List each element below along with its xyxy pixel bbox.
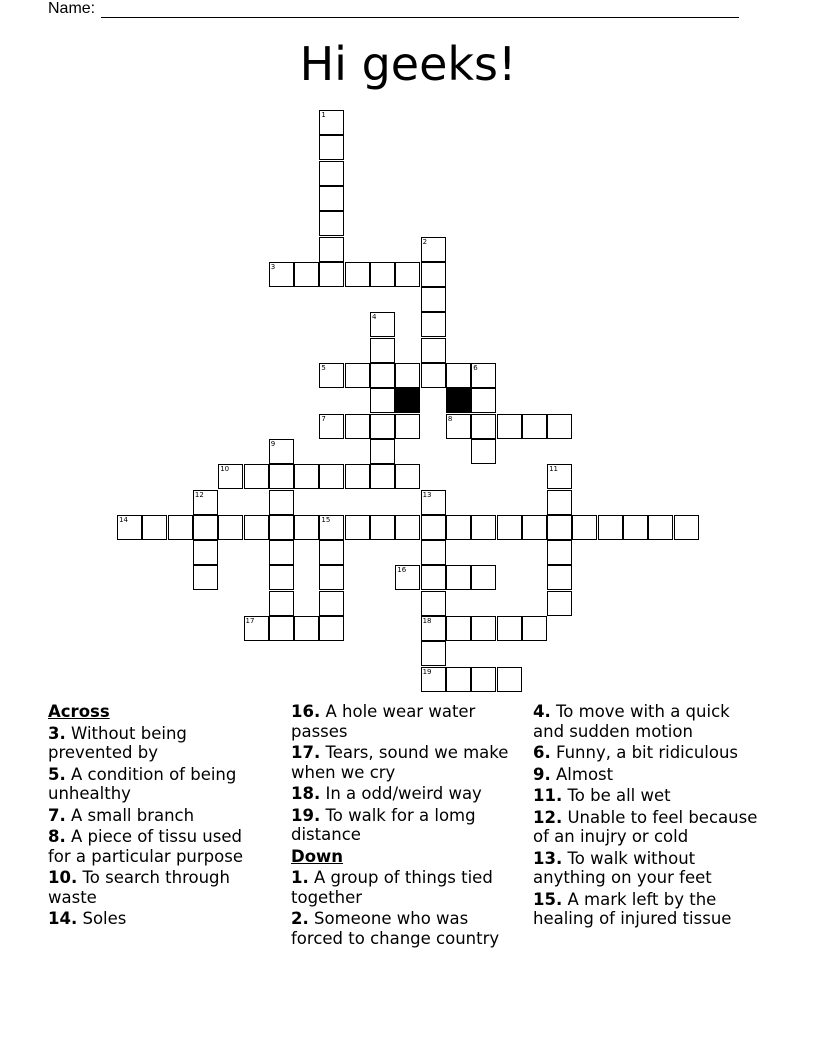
grid-cell[interactable] <box>446 414 471 439</box>
clue-number-label: 1 <box>321 111 326 119</box>
grid-cell[interactable] <box>522 515 547 540</box>
grid-cell[interactable] <box>319 464 344 489</box>
clue-number: 9. <box>533 764 551 784</box>
grid-cell[interactable] <box>497 414 522 439</box>
clue-number-label: 12 <box>194 490 204 499</box>
grid-cell[interactable] <box>598 515 623 540</box>
clue-down <box>533 702 763 741</box>
grid-cell[interactable] <box>294 515 319 540</box>
clue-number-label: 5 <box>321 364 326 372</box>
clue-across <box>48 909 268 929</box>
clue-number-label: 19 <box>422 667 432 676</box>
grid-cell[interactable] <box>319 363 344 388</box>
grid-cell[interactable] <box>471 439 496 464</box>
clue-number: 6. <box>533 743 551 762</box>
grid-cell[interactable] <box>421 237 446 262</box>
grid-cell[interactable] <box>345 414 370 439</box>
clue-number-label: 15 <box>321 515 331 524</box>
grid-cell[interactable] <box>395 515 420 540</box>
grid-cell[interactable] <box>269 515 294 540</box>
grid-cell[interactable] <box>269 490 294 515</box>
clue-across <box>48 806 268 826</box>
clue-text: A group of things tied together <box>291 868 493 907</box>
grid-cell[interactable] <box>522 414 547 439</box>
clue-text: To move with a quick and sudden motion <box>533 702 730 741</box>
grid-cell[interactable] <box>421 515 446 540</box>
grid-cell[interactable] <box>522 616 547 641</box>
name-label: Name: <box>48 0 96 17</box>
grid-cell[interactable] <box>269 616 294 641</box>
clue-number: 19. <box>291 805 321 825</box>
grid-cell[interactable] <box>446 667 471 692</box>
grid-cell[interactable] <box>319 135 344 160</box>
grid-cell[interactable] <box>345 515 370 540</box>
clue-number-label: 11 <box>549 465 559 474</box>
grid-cell[interactable] <box>421 262 446 287</box>
grid-cell[interactable] <box>294 464 319 489</box>
grid-cell[interactable] <box>421 616 446 641</box>
grid-cell[interactable] <box>497 616 522 641</box>
grid-cell[interactable] <box>244 515 269 540</box>
grid-cell[interactable] <box>218 464 243 489</box>
grid-cell[interactable] <box>345 363 370 388</box>
grid-cell[interactable] <box>319 616 344 641</box>
grid-cell[interactable] <box>269 439 294 464</box>
clue-across <box>48 765 268 804</box>
grid-cell[interactable] <box>370 363 395 388</box>
clue-across <box>48 868 268 907</box>
clue-number: 8. <box>48 827 66 846</box>
grid-cell[interactable] <box>471 565 496 590</box>
grid-cell[interactable] <box>446 565 471 590</box>
grid-cell[interactable] <box>319 414 344 439</box>
across-heading: Across <box>48 702 110 721</box>
clue-number-label: 17 <box>245 617 255 625</box>
grid-cell[interactable] <box>319 237 344 262</box>
clue-across <box>48 724 268 763</box>
grid-cell[interactable] <box>218 515 243 540</box>
grid-cell[interactable] <box>319 262 344 287</box>
clue-number: 3. <box>48 723 66 743</box>
grid-cell[interactable] <box>497 667 522 692</box>
grid-cell[interactable] <box>547 464 572 489</box>
clue-text: To be all wet <box>567 786 671 805</box>
page-title: Hi geeks! <box>299 37 517 91</box>
grid-cell[interactable] <box>319 110 344 135</box>
clue-text: To walk without anything on your feet <box>533 848 712 887</box>
clues-column-3 <box>533 702 763 931</box>
grid-cell[interactable] <box>648 515 673 540</box>
grid-cell[interactable] <box>547 490 572 515</box>
grid-cell[interactable] <box>319 591 344 616</box>
clues-column-1 <box>48 702 268 931</box>
grid-cell[interactable] <box>446 515 471 540</box>
grid-cell[interactable] <box>471 388 496 413</box>
grid-cell[interactable] <box>421 565 446 590</box>
grid-cell[interactable] <box>269 591 294 616</box>
grid-cell[interactable] <box>497 515 522 540</box>
grid-cell[interactable] <box>168 515 193 540</box>
clue-down <box>533 849 763 888</box>
clue-text: Unable to feel because of an inujry or cold <box>533 807 758 846</box>
clue-text: Funny, a bit ridiculous <box>556 743 739 762</box>
grid-cell[interactable] <box>446 363 471 388</box>
clue-number-label: 10 <box>220 465 230 474</box>
clue-across <box>48 827 268 866</box>
grid-cell[interactable] <box>421 287 446 312</box>
grid-cell[interactable] <box>547 515 572 540</box>
clue-number: 10. <box>48 868 78 887</box>
clue-number: 16. <box>291 702 321 721</box>
grid-cell[interactable] <box>370 388 395 413</box>
clue-text: To search through waste <box>48 868 230 907</box>
grid-cell[interactable] <box>547 591 572 616</box>
grid-cell[interactable] <box>319 186 344 211</box>
grid-cell[interactable] <box>142 515 167 540</box>
grid-cell[interactable] <box>370 515 395 540</box>
grid-cell[interactable] <box>547 540 572 565</box>
grid-cell[interactable] <box>244 464 269 489</box>
grid-cell[interactable] <box>370 312 395 337</box>
grid-cell[interactable] <box>395 262 420 287</box>
grid-cell[interactable] <box>421 540 446 565</box>
clue-number: 11. <box>533 786 563 805</box>
clue-text: Almost <box>556 764 614 784</box>
clue-number-label: 6 <box>473 364 478 372</box>
clue-down <box>533 808 763 847</box>
black-square <box>395 388 420 413</box>
clue-down <box>533 890 763 929</box>
grid-cell[interactable] <box>370 439 395 464</box>
grid-cell[interactable] <box>244 616 269 641</box>
grid-cell[interactable] <box>319 515 344 540</box>
grid-cell[interactable] <box>674 515 699 540</box>
clue-number-label: 13 <box>422 490 432 499</box>
grid-cell[interactable] <box>421 490 446 515</box>
clue-number-label: 4 <box>372 313 377 322</box>
clue-number: 7. <box>48 805 66 825</box>
grid-cell[interactable] <box>421 591 446 616</box>
grid-cell[interactable] <box>117 515 142 540</box>
clue-number: 5. <box>48 764 66 784</box>
clue-number-label: 14 <box>119 515 128 524</box>
grid-cell[interactable] <box>319 540 344 565</box>
grid-cell[interactable] <box>471 363 496 388</box>
grid-cell[interactable] <box>294 262 319 287</box>
clue-number: 15. <box>533 889 563 909</box>
clue-number: 12. <box>533 807 563 827</box>
grid-cell[interactable] <box>421 363 446 388</box>
grid-cell[interactable] <box>421 667 446 692</box>
clue-text: Soles <box>82 909 127 928</box>
clue-across <box>291 784 523 804</box>
grid-cell[interactable] <box>395 565 420 590</box>
grid-cell[interactable] <box>446 616 471 641</box>
grid-cell[interactable] <box>193 515 218 540</box>
clue-down <box>533 765 763 785</box>
grid-cell[interactable] <box>193 565 218 590</box>
clue-text: A hole wear water passes <box>291 702 476 741</box>
clue-across <box>291 702 523 741</box>
grid-cell[interactable] <box>471 515 496 540</box>
clue-down <box>533 743 763 763</box>
clues-column-2 <box>291 702 523 950</box>
grid-cell[interactable] <box>370 262 395 287</box>
grid-cell[interactable] <box>294 616 319 641</box>
grid-cell[interactable] <box>623 515 648 540</box>
clue-down <box>291 909 523 948</box>
grid-cell[interactable] <box>269 540 294 565</box>
clue-number-label: 3 <box>270 262 276 271</box>
clue-number-label: 7 <box>321 414 326 423</box>
grid-cell[interactable] <box>572 515 597 540</box>
clue-number-label: 9 <box>270 439 276 448</box>
clue-number-label: 16 <box>397 566 407 575</box>
grid-cell[interactable] <box>547 414 572 439</box>
clue-text: To walk for a lomg distance <box>291 805 476 844</box>
clue-number-label: 2 <box>422 237 428 246</box>
clue-text: Without being prevented by <box>48 723 187 762</box>
grid-cell[interactable] <box>193 540 218 565</box>
grid-cell[interactable] <box>471 667 496 692</box>
grid-cell[interactable] <box>345 262 370 287</box>
clue-text: A small branch <box>71 805 195 825</box>
grid-cell[interactable] <box>421 338 446 363</box>
grid-cell[interactable] <box>370 464 395 489</box>
clue-text: Tears, sound we make when we cry <box>291 743 509 782</box>
clue-across <box>291 806 523 845</box>
grid-cell[interactable] <box>269 262 294 287</box>
grid-cell[interactable] <box>269 464 294 489</box>
grid-cell[interactable] <box>319 161 344 186</box>
clue-number: 18. <box>291 784 321 803</box>
clue-number: 2. <box>291 909 309 928</box>
clue-text: In a odd/weird way <box>325 784 482 803</box>
clue-across <box>291 743 523 782</box>
clue-number: 4. <box>533 702 551 721</box>
grid-cell[interactable] <box>421 312 446 337</box>
grid-cell[interactable] <box>319 565 344 590</box>
clue-text: A condition of being unhealthy <box>48 764 237 803</box>
grid-cell[interactable] <box>345 464 370 489</box>
grid-cell[interactable] <box>269 565 294 590</box>
clue-text: Someone who was forced to change country <box>291 909 500 948</box>
grid-cell[interactable] <box>547 565 572 590</box>
grid-cell[interactable] <box>471 414 496 439</box>
clue-number-label: 18 <box>422 617 432 625</box>
clue-down <box>533 786 763 806</box>
black-square <box>446 388 471 413</box>
down-heading: Down <box>291 846 344 866</box>
clue-down <box>291 868 523 907</box>
clue-number: 13. <box>533 848 563 868</box>
grid-cell[interactable] <box>193 490 218 515</box>
grid-cell[interactable] <box>471 616 496 641</box>
grid-cell[interactable] <box>395 414 420 439</box>
clue-number: 14. <box>48 909 78 928</box>
grid-cell[interactable] <box>421 641 446 666</box>
grid-cell[interactable] <box>319 211 344 236</box>
grid-cell[interactable] <box>395 363 420 388</box>
clue-text: A piece of tissu used for a particular purpose <box>48 827 243 866</box>
grid-cell[interactable] <box>395 464 420 489</box>
grid-cell[interactable] <box>370 338 395 363</box>
clue-number: 17. <box>291 743 321 762</box>
clue-number: 1. <box>291 868 309 887</box>
clue-text: A mark left by the healing of injured tissue <box>533 889 732 928</box>
clue-number-label: 8 <box>447 414 453 423</box>
grid-cell[interactable] <box>370 414 395 439</box>
